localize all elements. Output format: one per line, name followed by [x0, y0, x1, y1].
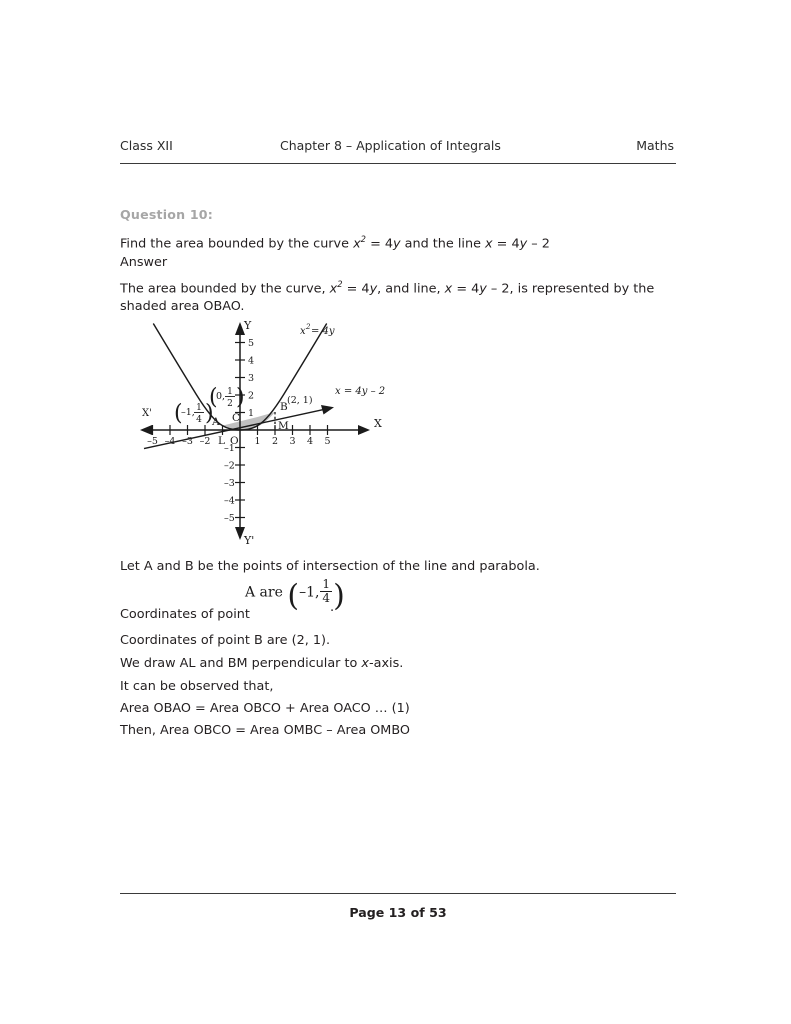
x-tick-label: –5: [147, 436, 158, 447]
coordinates-b-line: Coordinates of point B are (2, 1).: [120, 633, 331, 648]
point-b-coordinates: (2, 1): [287, 395, 313, 406]
curve-label-exponent: 2: [306, 323, 311, 331]
y-tick-label: –2: [224, 460, 235, 472]
page-header: [120, 138, 676, 158]
point-label-l: L: [218, 435, 225, 447]
paren-open-a: (: [174, 401, 183, 426]
question-line-y: y: [519, 236, 528, 252]
point-c-coordinates: [209, 385, 245, 410]
point-label-b: B: [280, 401, 288, 413]
point-label-c: C: [232, 412, 241, 424]
paren-close-c: ): [236, 385, 245, 410]
paren-open-c: (: [209, 385, 218, 410]
perpendicular-x: x: [361, 656, 369, 671]
paren-open: (: [287, 578, 300, 614]
point-a-numerator: 1: [196, 403, 202, 413]
y-tick-label: 4: [248, 355, 255, 367]
x-tick-label: 2: [271, 436, 279, 447]
curve-label-rest: = 4y: [311, 326, 335, 337]
axis-label-y-positive: Y: [244, 319, 252, 332]
coordinates-a-numerator: 1: [322, 577, 331, 591]
answer-intro-d: = 4: [452, 281, 480, 297]
coordinates-a-x: –1,: [299, 584, 320, 601]
point-label-a: A: [212, 416, 220, 428]
answer-curve-x: x: [329, 281, 338, 297]
point-label-m: M: [278, 420, 289, 432]
equation-2: Then, Area OBCO = Area OMBC – Area OMBO: [120, 723, 410, 738]
question-line-eq: = 4: [492, 236, 520, 252]
line-arrow: [321, 405, 334, 415]
y-tick-label: 5: [248, 338, 255, 349]
answer-curve-y: y: [369, 281, 378, 297]
x-tick-label: –4: [164, 436, 176, 447]
point-c-x: 0,: [216, 391, 226, 402]
origin-label: O: [230, 435, 239, 447]
x-tick-label: –3: [182, 436, 193, 447]
curve-label-x: x: [300, 326, 306, 337]
question-line-end: – 2: [527, 236, 550, 252]
y-tick-label: 2: [248, 390, 255, 402]
answer-intro-c: , and line,: [377, 281, 445, 297]
question-curve-exponent: 2: [360, 234, 366, 244]
point-c-denominator: 2: [227, 399, 233, 409]
footer-page-number: Page 13 of 53: [349, 905, 447, 920]
coordinates-a-period: .: [330, 600, 335, 615]
answer-intro-a: The area bounded by the curve,: [120, 281, 330, 297]
answer-line-y: y: [479, 281, 487, 297]
y-tick-labels: [224, 338, 254, 524]
answer-intro-b: = 4: [342, 281, 370, 297]
point-c-numerator: 1: [227, 387, 233, 397]
y-tick-label: –4: [224, 495, 235, 507]
x-tick-label: 4: [306, 436, 314, 447]
x-tick-label: 5: [324, 436, 331, 447]
equation-1: Area OBAO = Area OBCO + Area OACO … (1): [120, 701, 410, 716]
y-tick-label: –3: [224, 478, 235, 489]
answer-curve-exponent: 2: [337, 279, 343, 289]
x-axis-arrow-negative: [140, 425, 152, 435]
header-divider: [120, 163, 676, 164]
point-a-coordinates: [174, 401, 214, 426]
question-curve-y: y: [393, 236, 401, 252]
axis-label-y-negative: Y': [244, 534, 255, 547]
y-tick-label: 3: [248, 373, 255, 384]
perpendicular-b: -axis.: [369, 656, 404, 671]
coordinates-a-prefix: Coordinates of point: [120, 607, 250, 622]
x-tick-labels: [147, 436, 330, 447]
graph-figure: [132, 316, 392, 552]
question-line-x: x: [485, 236, 493, 252]
point-a-x: –1,: [181, 407, 195, 418]
coordinates-a-lead: A are: [245, 584, 283, 601]
perpendicular-a: We draw AL and BM perpendicular to: [120, 656, 362, 671]
paren-close: ): [333, 578, 345, 614]
axis-label-x-negative: X': [142, 408, 152, 419]
perpendicular-line: [120, 655, 403, 672]
y-tick-label: –1: [224, 443, 235, 454]
answer-intro-line1: [120, 276, 654, 297]
intersection-statement: Let A and B be the points of intersection of the line and parabola.: [120, 559, 540, 574]
point-a-denominator: 4: [196, 415, 202, 425]
header-chapter: Chapter 8 – Application of Integrals: [280, 138, 501, 153]
question-prompt: [120, 231, 550, 252]
observed-line: It can be observed that,: [120, 679, 274, 694]
y-tick-label: –5: [224, 513, 235, 524]
axis-label-x-positive: X: [374, 417, 382, 430]
answer-intro-line2: shaded area OBAO.: [120, 299, 245, 314]
x-tick-label: 3: [289, 436, 296, 447]
header-class: Class XII: [120, 138, 173, 153]
header-subject: Maths: [636, 138, 674, 153]
question-curve-x: x: [353, 236, 361, 252]
y-tick-label: 1: [248, 408, 255, 419]
line-equation-label: x = 4y – 2: [335, 386, 386, 397]
question-curve-eq: = 4: [366, 236, 393, 252]
answer-heading: Answer: [120, 255, 168, 270]
question-conjunction: and the line: [400, 236, 486, 252]
question-prompt-pre: Find the area bounded by the curve: [120, 236, 354, 252]
answer-intro-e: – 2, is represented by the: [486, 281, 655, 297]
footer-divider: [120, 893, 676, 894]
x-axis-arrow-positive: [358, 425, 370, 435]
x-tick-label: 1: [254, 436, 261, 447]
curve-equation-label: [300, 323, 335, 337]
coordinates-a-denominator: 4: [322, 590, 331, 605]
answer-line-x: x: [444, 281, 453, 297]
question-label: Question 10:: [120, 207, 214, 222]
paren-close-a: ): [205, 401, 214, 426]
x-tick-label: –2: [199, 436, 211, 447]
